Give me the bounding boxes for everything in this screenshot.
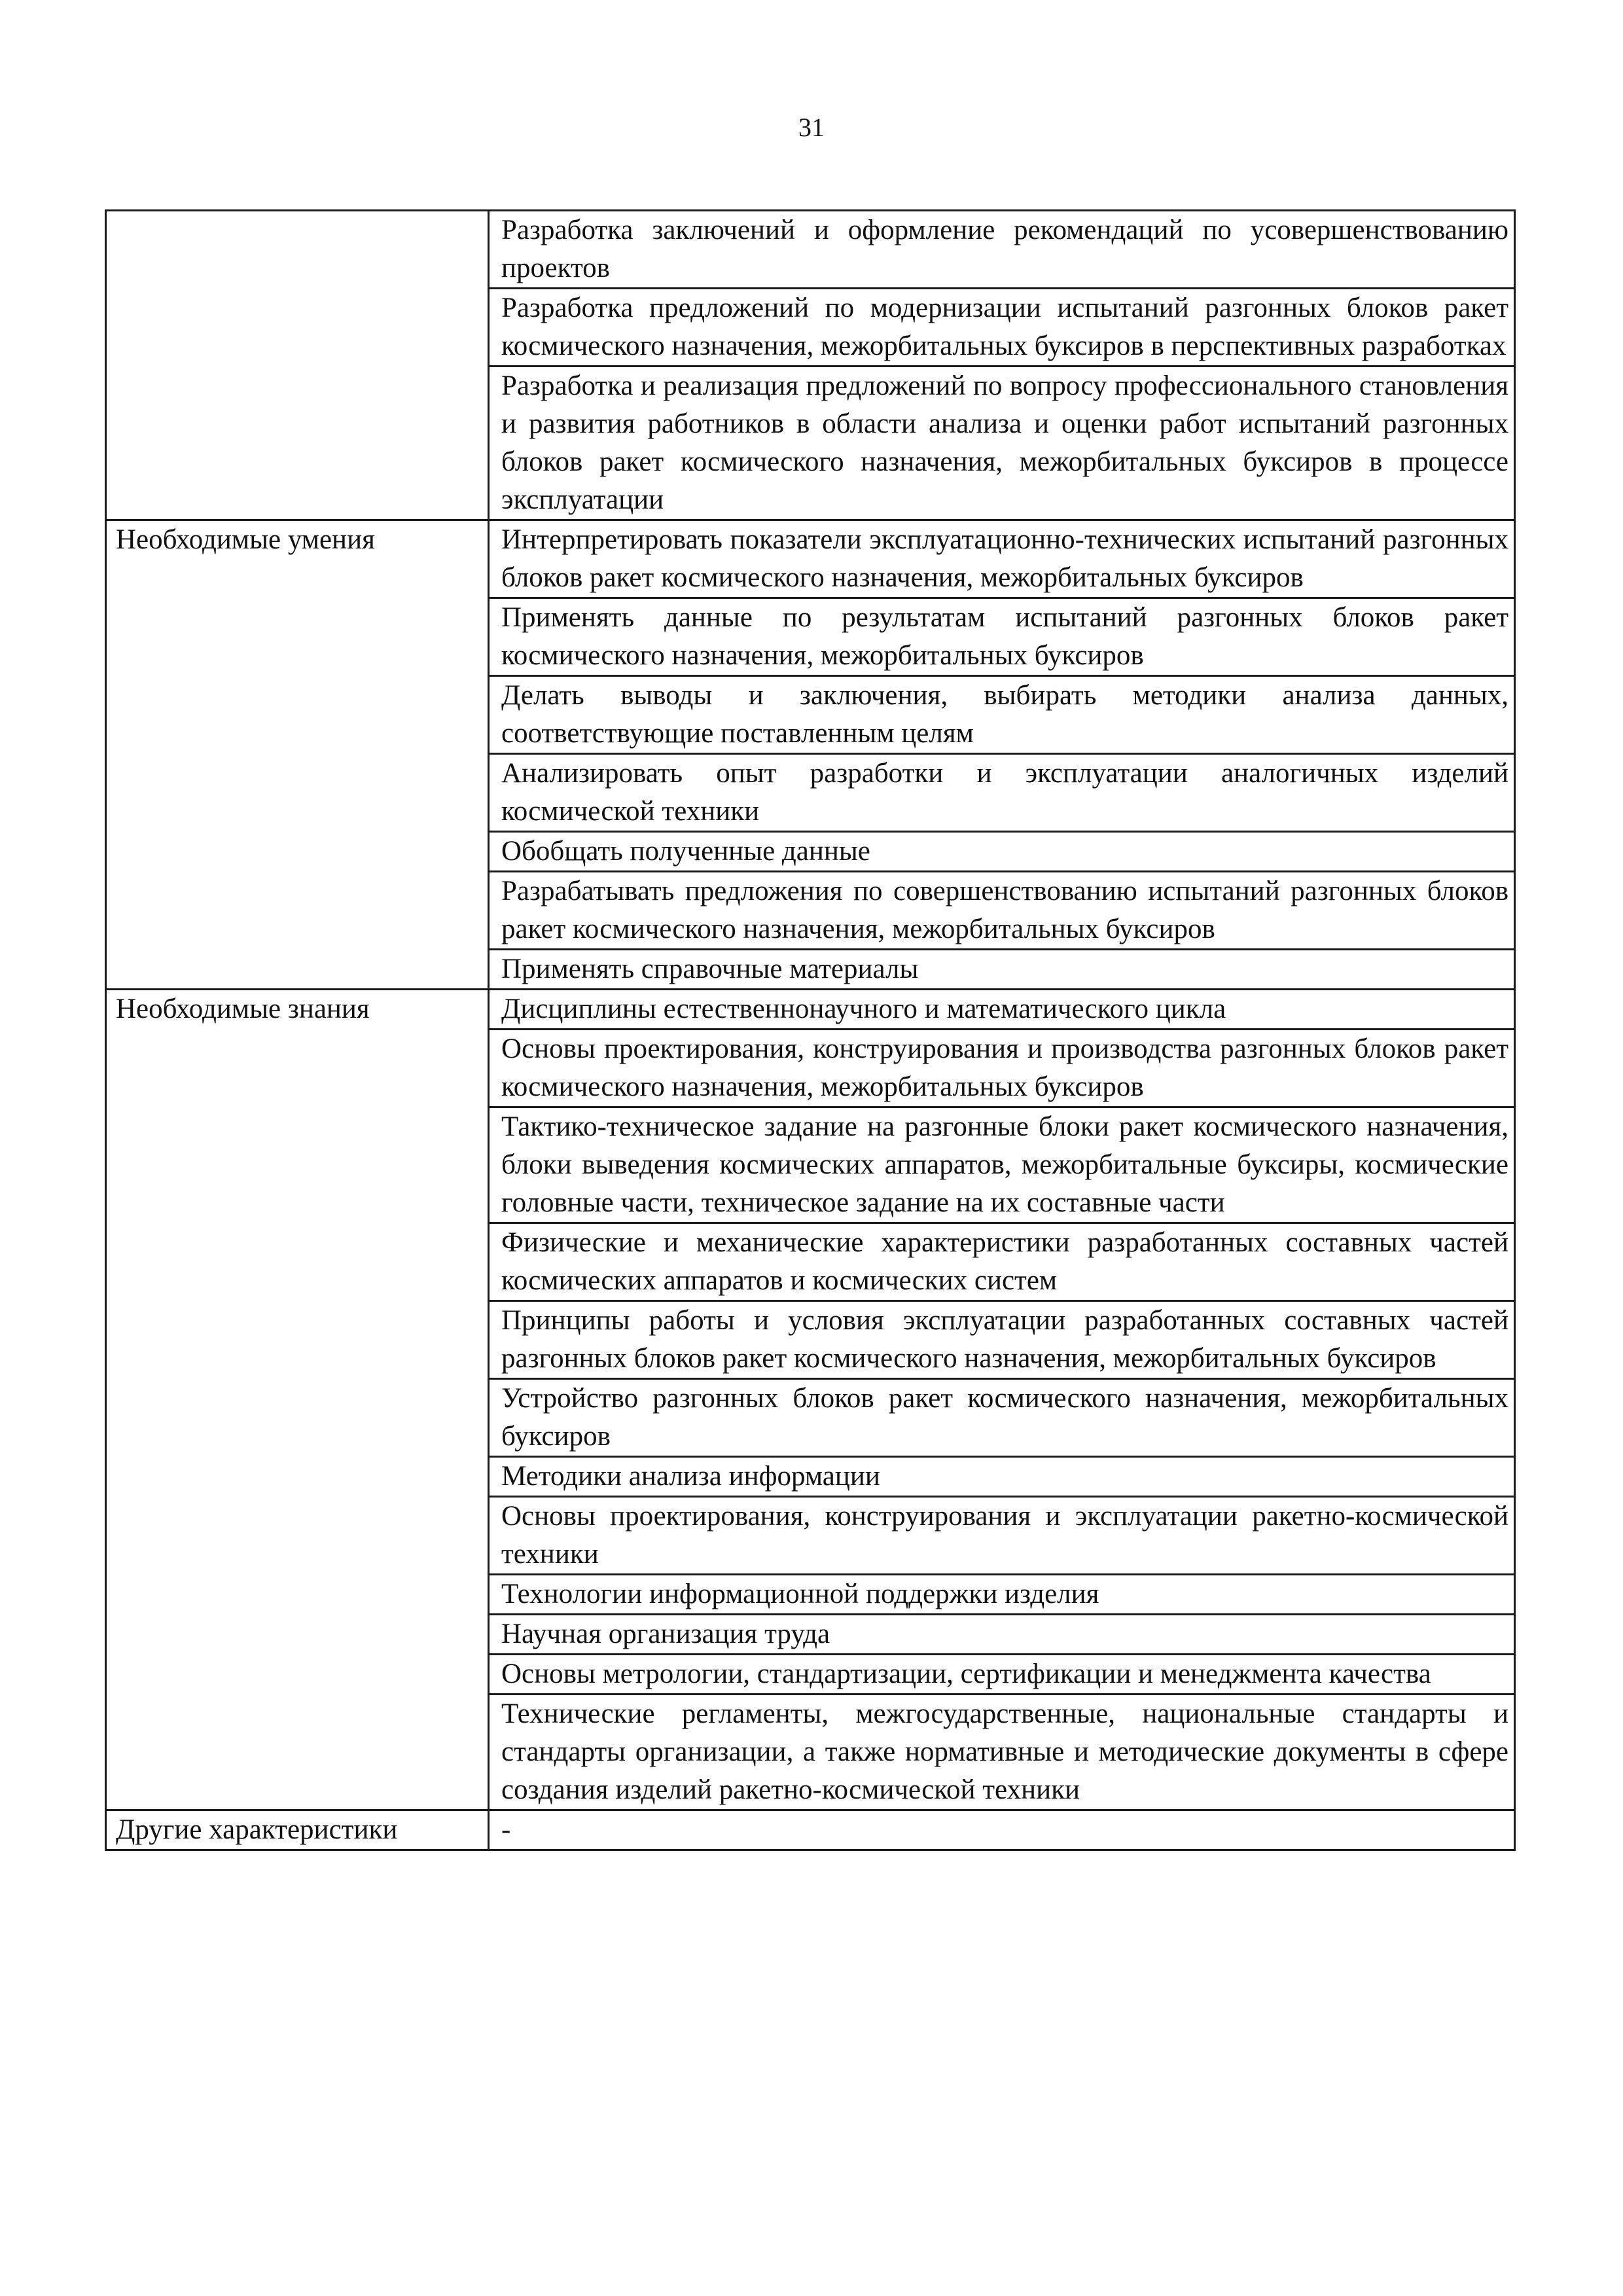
section-item: Применять справочные материалы [489, 950, 1515, 990]
competency-table [105, 209, 1516, 1851]
section-item: Основы проектирования, конструирования и производства разгонных блоков ракет космического назначения, межорбитальных буксиров [489, 1030, 1515, 1107]
section-item: Научная организация труда [489, 1615, 1515, 1655]
section-item: Физические и механические характеристики разработанных составных частей космических аппаратов и космических систем [489, 1223, 1515, 1301]
section-item: Анализировать опыт разработки и эксплуатации аналогичных изделий космической техники [489, 754, 1515, 832]
section-item: Основы метрологии, стандартизации, сертификации и менеджмента качества [489, 1655, 1515, 1695]
section-item: Разработка и реализация предложений по вопросу профессионального становления и развития работников в области анализа и оценки работ испытаний разгонных блоков ракет космического назначения, межорбитальных буксиров в процессе эксплуатации [489, 367, 1515, 520]
section-label: Другие характеристики [106, 1810, 489, 1850]
section-label [106, 211, 489, 520]
section-item: Делать выводы и заключения, выбирать методики анализа данных, соответствующие поставленным целям [489, 676, 1515, 754]
table-row [106, 211, 1515, 289]
section-item: Разработка предложений по модернизации испытаний разгонных блоков ракет космического назначения, межорбитальных буксиров в перспективных разработках [489, 289, 1515, 367]
section-item: Основы проектирования, конструирования и эксплуатации ракетно-космической техники [489, 1497, 1515, 1575]
section-item: Обобщать полученные данные [489, 832, 1515, 872]
section-item: - [489, 1810, 1515, 1850]
section-label: Необходимые знания [106, 990, 489, 1810]
table-row [106, 520, 1515, 598]
table-row [106, 1810, 1515, 1850]
section-item: Разработка заключений и оформление рекомендаций по усовершенствованию проектов [489, 211, 1515, 289]
section-item: Методики анализа информации [489, 1457, 1515, 1497]
section-item: Технологии информационной поддержки изделия [489, 1575, 1515, 1615]
table-row [106, 990, 1515, 1030]
section-item: Технические регламенты, межгосударственные, национальные стандарты и стандарты организации, а также нормативные и методические документы в сфере создания изделий ракетно-космической техники [489, 1695, 1515, 1810]
section-item: Применять данные по результатам испытаний разгонных блоков ракет космического назначения, межорбитальных буксиров [489, 598, 1515, 676]
section-item: Дисциплины естественнонаучного и математического цикла [489, 990, 1515, 1030]
section-item: Разрабатывать предложения по совершенствованию испытаний разгонных блоков ракет космического назначения, межорбитальных буксиров [489, 872, 1515, 950]
section-item: Тактико-техническое задание на разгонные блоки ракет космического назначения, блоки выведения космических аппаратов, межорбитальные буксиры, космические головные части, техническое задание на их составные части [489, 1107, 1515, 1223]
section-item: Устройство разгонных блоков ракет космического назначения, межорбитальных буксиров [489, 1379, 1515, 1457]
section-label: Необходимые умения [106, 520, 489, 990]
section-item: Принципы работы и условия эксплуатации разработанных составных частей разгонных блоков ракет космического назначения, межорбитальных буксиров [489, 1301, 1515, 1379]
section-item: Интерпретировать показатели эксплуатационно-технических испытаний разгонных блоков ракет космического назначения, межорбитальных буксиров [489, 520, 1515, 598]
page-number: 31 [798, 113, 825, 142]
